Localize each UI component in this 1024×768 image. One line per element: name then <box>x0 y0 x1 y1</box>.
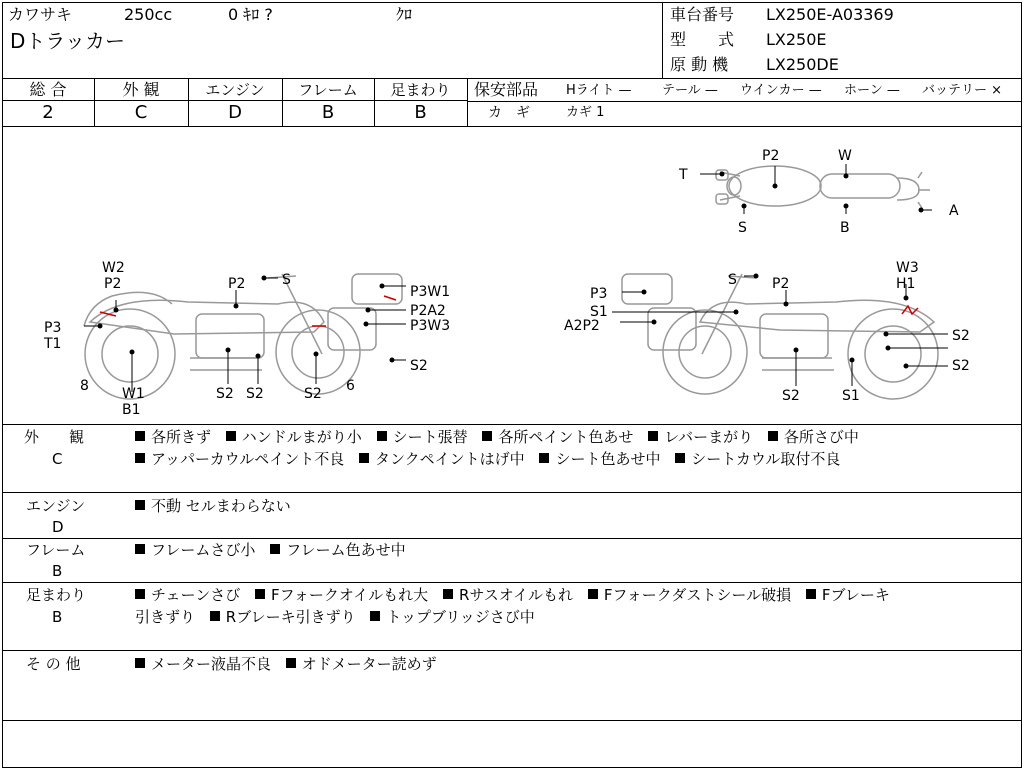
left-lbl-p3w1: P3W1 <box>410 284 451 300</box>
left-lbl-p2a2: P2A2 <box>410 303 446 319</box>
motorcycle-outlines <box>84 166 938 399</box>
suspension-line-1 <box>135 584 900 606</box>
section-engine-grade: D <box>52 518 64 536</box>
grid-line <box>2 650 1021 651</box>
grid-line <box>2 720 1021 721</box>
defect-item: シート色あせ中 <box>539 450 660 468</box>
right-lbl-s: S <box>728 272 737 288</box>
grade-total-label: 総 合 <box>29 80 67 99</box>
mileage: 0 ｷﾛ ? <box>228 5 273 24</box>
top-lbl-w: W <box>838 148 852 164</box>
defect-item: フレームさび小 <box>135 541 255 559</box>
left-lbl-s2-a: S2 <box>216 386 234 402</box>
defect-item: Fフォークダストシール破損 <box>588 586 791 604</box>
defect-item: フレーム色あせ中 <box>270 541 405 559</box>
right-lbl-a2p2: A2P2 <box>564 318 600 334</box>
safety-item-tail: テール — <box>662 83 718 98</box>
defect-item: Rサスオイルもれ <box>443 586 573 604</box>
defect-item: シートカウル取付不良 <box>675 450 840 468</box>
right-lbl-p3: P3 <box>590 286 608 302</box>
grade-exterior-label: 外 観 <box>122 80 160 99</box>
grade-exterior: C <box>134 102 148 123</box>
defect-item: Fブレーキ <box>806 586 890 604</box>
divider <box>2 78 1021 79</box>
top-lbl-t: T <box>679 167 688 183</box>
right-lbl-s1-b: S1 <box>842 388 860 404</box>
exterior-line-2 <box>135 448 850 470</box>
grid-line <box>467 101 1021 102</box>
type-label: 型 式 <box>670 30 735 49</box>
section-frame-label: フレーム <box>26 541 86 559</box>
safety-item-horn: ホーン — <box>844 83 900 98</box>
left-lbl-w1: W1 <box>122 386 145 402</box>
other-line-1 <box>135 653 447 675</box>
grid-line <box>2 100 467 101</box>
left-lbl-b1: B1 <box>122 402 141 418</box>
grade-frame: B <box>321 102 335 123</box>
exterior-line-1 <box>135 426 869 448</box>
top-lbl-b: B <box>840 220 850 236</box>
grade-total: 2 <box>42 102 54 123</box>
frame-no-label: 車台番号 <box>670 5 735 24</box>
frame-no: LX250E-A03369 <box>766 5 894 24</box>
defect-item: Fフォークオイルもれ大 <box>255 586 428 604</box>
right-lbl-s1: S1 <box>590 304 608 320</box>
key-label: カ ギ <box>488 105 530 121</box>
frame-line-1 <box>135 539 416 561</box>
displacement: 250cc <box>124 5 173 24</box>
section-other-label: そ の 他 <box>26 655 81 673</box>
left-lbl-s2-d: S2 <box>410 358 428 374</box>
model-name: Dトラッカー <box>10 29 126 53</box>
defect-item: 各所さび中 <box>768 428 859 446</box>
defect-item: アッパーカウルペイント不良 <box>135 450 344 468</box>
right-lbl-s2-b: S2 <box>952 358 970 374</box>
suspension-line-2 <box>135 606 545 628</box>
right-lbl-p2: P2 <box>772 276 790 292</box>
defect-item: シート張替 <box>377 428 468 446</box>
grid-line <box>467 78 468 126</box>
left-lbl-t1: T1 <box>44 336 62 352</box>
safety-item-winker: ウインカー — <box>740 83 822 98</box>
engine-model-label: 原 動 機 <box>670 55 729 74</box>
defect-item: 各所きず <box>135 428 211 446</box>
grade-engine: D <box>228 102 242 123</box>
left-lbl-p3: P3 <box>44 320 62 336</box>
defect-item: レバーまがり <box>648 428 753 446</box>
grade-engine-label: エンジン <box>205 81 265 99</box>
left-lbl-8: 8 <box>80 378 89 394</box>
grid-line <box>2 492 1021 493</box>
section-exterior-label: 外 観 <box>24 428 85 446</box>
left-lbl-p3w3: P3W3 <box>410 318 451 334</box>
section-suspension-grade: B <box>52 608 63 626</box>
type-value: LX250E <box>766 30 827 49</box>
damage-diagram <box>0 126 1024 424</box>
left-lbl-w2: W2 <box>102 260 125 276</box>
header-divider <box>662 2 663 78</box>
defect-item: 各所ペイント色あせ <box>482 428 633 446</box>
left-lbl-p2-front: P2 <box>104 276 122 292</box>
grid-line <box>2 582 1021 583</box>
diagram-labels <box>43 148 970 418</box>
top-lbl-p2: P2 <box>762 148 780 164</box>
right-lbl-s2-c: S2 <box>782 388 800 404</box>
maker: カワサキ <box>8 5 73 24</box>
left-lbl-s-top: S <box>282 272 291 288</box>
defect-item: オドメーター読めず <box>286 655 437 673</box>
bike-top-view-drawing <box>716 166 930 208</box>
color: ｸﾛ <box>396 5 413 24</box>
section-exterior-grade: C <box>52 450 63 468</box>
defect-item: チェーンさび <box>135 586 240 604</box>
grade-frame-label: フレーム <box>298 81 358 99</box>
left-lbl-s2-c: S2 <box>304 386 322 402</box>
defect-item: Rブレーキ引きずり <box>210 608 356 626</box>
grade-suspension-label: 足まわり <box>390 81 451 99</box>
right-lbl-h1: H1 <box>896 276 916 292</box>
left-lbl-6: 6 <box>346 378 355 394</box>
safety-item-headlight: Hライト — <box>566 83 632 98</box>
key-value: カギ 1 <box>566 105 605 120</box>
top-lbl-s: S <box>738 220 747 236</box>
safety-parts-label: 保安部品 <box>474 80 539 99</box>
safety-item-battery: バッテリー × <box>922 83 1003 98</box>
red-mark-left-cowl <box>384 296 396 300</box>
right-lbl-s2-a: S2 <box>952 328 970 344</box>
motorcycle-diagram <box>0 126 1024 424</box>
section-frame-grade: B <box>52 562 63 580</box>
leader-dots <box>98 172 924 369</box>
section-suspension-label: 足まわり <box>26 586 87 604</box>
defect-item: ハンドルまがり小 <box>226 428 362 446</box>
bike-right-view-drawing <box>622 274 938 399</box>
defect-item: タンクペイントはげ中 <box>359 450 525 468</box>
section-engine-label: エンジン <box>26 497 86 515</box>
left-lbl-s2-b: S2 <box>246 386 264 402</box>
grid-line <box>2 424 1021 425</box>
left-lbl-p2-tank: P2 <box>228 276 246 292</box>
defect-item: メーター液晶不良 <box>135 655 271 673</box>
top-lbl-a: A <box>949 203 959 219</box>
engine-line-1 <box>135 495 301 517</box>
red-damage-marks <box>100 296 918 326</box>
engine-model: LX250DE <box>766 55 839 74</box>
right-lbl-w3: W3 <box>896 260 919 276</box>
grade-suspension: B <box>414 102 427 123</box>
defect-item: 不動 セルまわらない <box>135 497 291 515</box>
defect-item-continued: 引きずり <box>135 608 196 626</box>
defect-item: トップブリッジさび中 <box>370 608 534 626</box>
